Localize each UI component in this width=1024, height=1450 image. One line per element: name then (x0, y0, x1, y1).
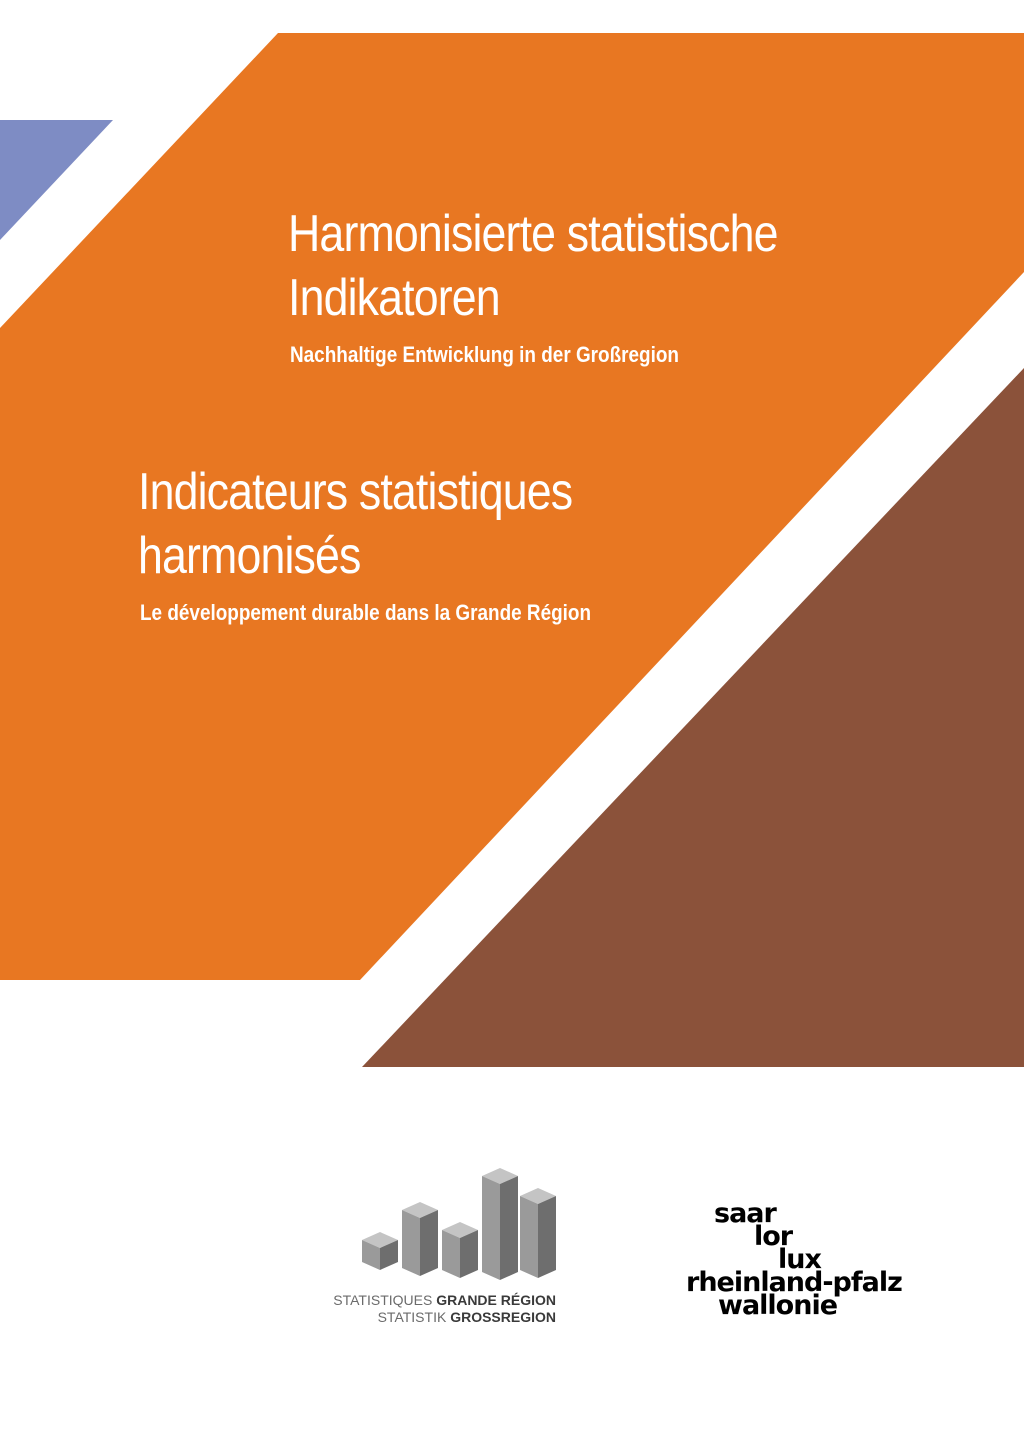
german-title-line-2: Indikatoren (288, 269, 500, 327)
german-subtitle: Nachhaltige Entwicklung in der Großregion (290, 342, 679, 367)
wordmark-wallonie: wallonie (718, 1290, 838, 1321)
french-title-line-1: Indicateurs statistiques (138, 463, 573, 521)
wordmark-saar: saar (714, 1198, 776, 1229)
wordmark-rheinland-pfalz: rheinland-pfalz (686, 1267, 902, 1298)
wordmark-lux: lux (778, 1244, 821, 1275)
logo-caption-french-bold: GRANDE RÉGION (436, 1292, 556, 1308)
french-title-line-2: harmonisés (138, 527, 361, 585)
statistiques-grande-region-logo (320, 1160, 570, 1340)
bar-chart-logo-icon (358, 1160, 558, 1282)
german-title (288, 202, 778, 330)
blue-triangle (0, 120, 113, 240)
german-title-line-1: Harmonisierte statistische (288, 205, 778, 263)
region-wordmark-logo (686, 1200, 936, 1330)
logo-caption-french-prefix: STATISTIQUES (333, 1292, 433, 1308)
logo-caption-german (378, 1309, 556, 1325)
french-title (138, 460, 572, 588)
logo-caption-german-bold: GROSSREGION (450, 1309, 556, 1325)
wordmark-lor: lor (754, 1221, 793, 1252)
logo-caption-french (333, 1292, 556, 1308)
french-subtitle: Le développement durable dans la Grande Région (140, 600, 592, 625)
logo-caption-german-prefix: STATISTIK (377, 1309, 447, 1325)
